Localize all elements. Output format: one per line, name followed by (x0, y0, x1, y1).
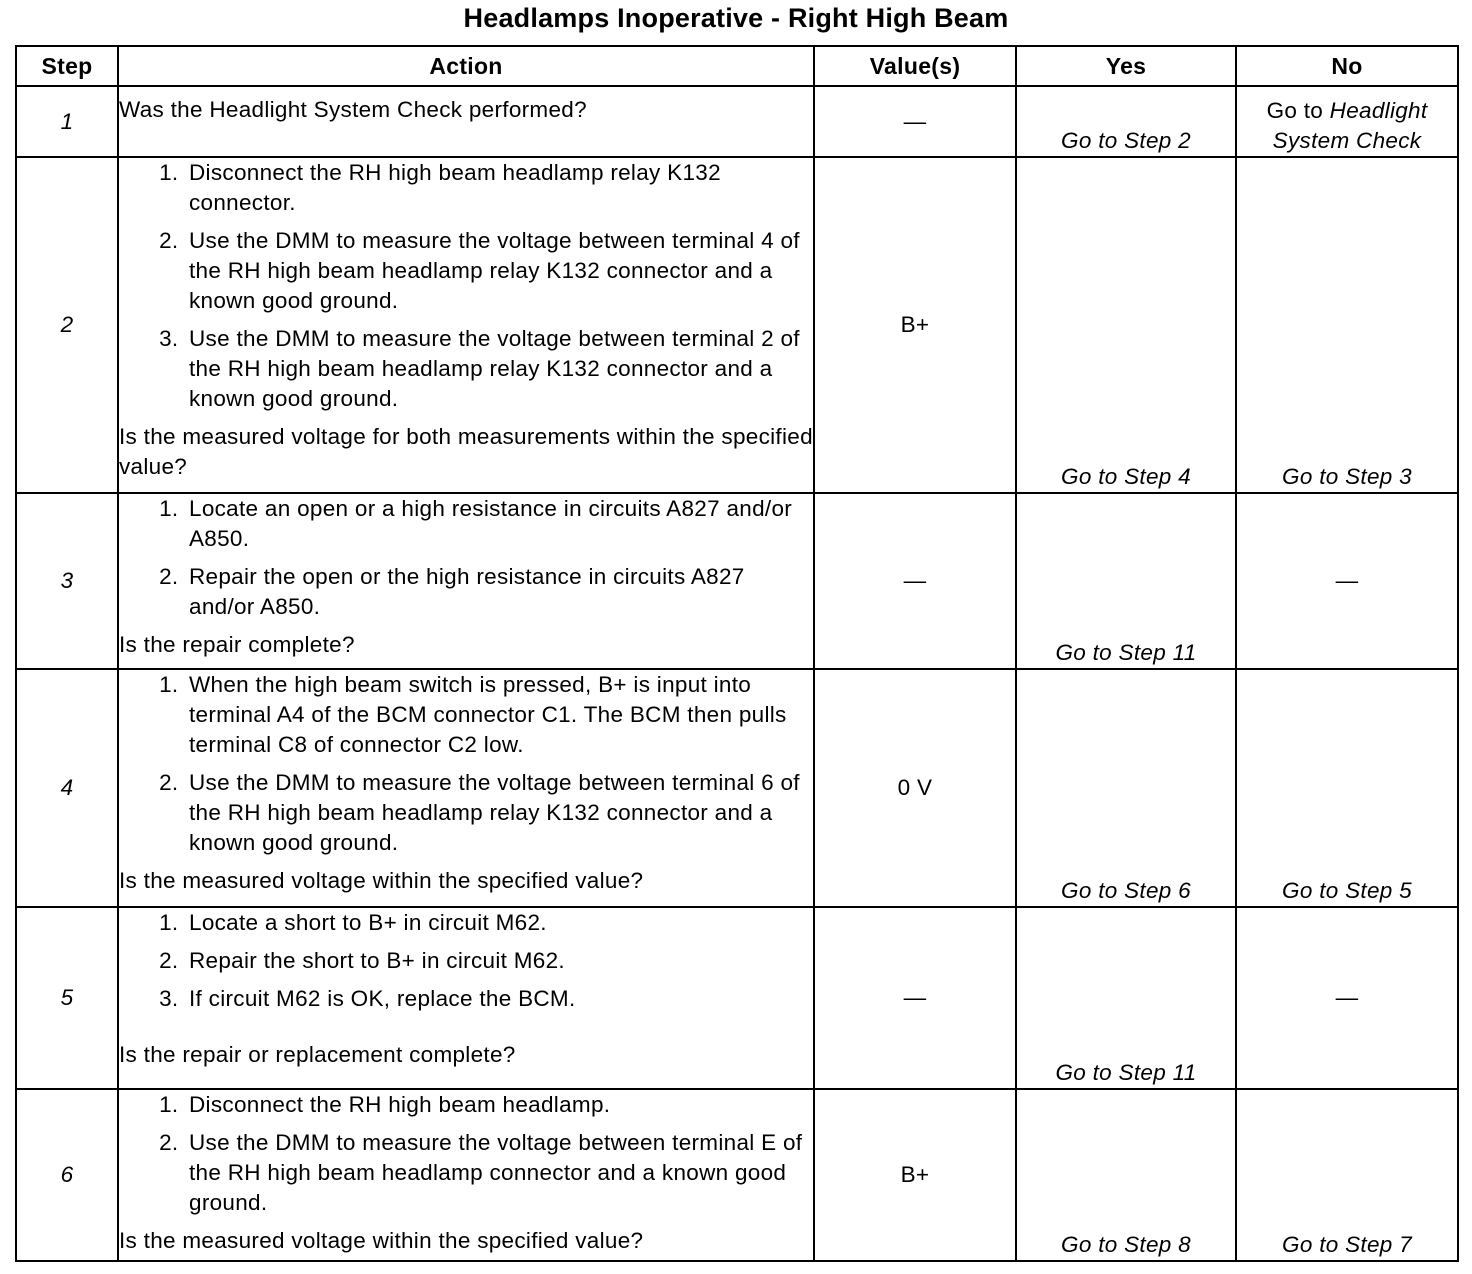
no-cell: — (1236, 907, 1458, 1089)
action-step: 1. Locate a short to B+ in circuit M62. (185, 908, 813, 938)
action-step: 3. If circuit M62 is OK, replace the BCM. (185, 984, 813, 1014)
step-number: 3 (16, 493, 118, 669)
action-question: Is the repair complete? (119, 632, 355, 657)
action-step: 1. Disconnect the RH high beam headlamp relay K132 connector. (185, 158, 813, 218)
action-step: 2. Repair the short to B+ in circuit M62. (185, 946, 813, 976)
yes-cell: Go to Step 4 (1016, 157, 1236, 493)
action-cell (118, 669, 814, 907)
table-row (16, 493, 1458, 669)
action-question: Is the measured voltage for both measurements within the specified value? (119, 424, 813, 479)
header-action: Action (118, 46, 814, 86)
action-step: 3. Use the DMM to measure the voltage between terminal 2 of the RH high beam headlamp relay K132 connector and a known good ground. (185, 324, 813, 414)
action-step: 1. Disconnect the RH high beam headlamp. (185, 1090, 813, 1120)
action-step: 2. Use the DMM to measure the voltage between terminal 4 of the RH high beam headlamp relay K132 connector and a known good ground. (185, 226, 813, 316)
header-step: Step (16, 46, 118, 86)
step-number: 1 (16, 86, 118, 157)
header-row (16, 46, 1458, 86)
action-steps (119, 158, 813, 414)
table-row (16, 669, 1458, 907)
action-cell (118, 1089, 814, 1261)
header-no: No (1236, 46, 1458, 86)
table-row (16, 86, 1458, 157)
no-cell: Go to Step 7 (1236, 1089, 1458, 1261)
value-cell: B+ (814, 1089, 1016, 1261)
step-number: 2 (16, 157, 118, 493)
action-step: 2. Use the DMM to measure the voltage between terminal 6 of the RH high beam headlamp relay K132 connector and a known good ground. (185, 768, 813, 858)
action-cell (118, 907, 814, 1089)
step-number: 5 (16, 907, 118, 1089)
step-number: 6 (16, 1089, 118, 1261)
yes-cell: Go to Step 11 (1016, 907, 1236, 1089)
yes-cell: Go to Step 8 (1016, 1089, 1236, 1261)
action-steps (119, 908, 813, 1014)
action-step: 1. When the high beam switch is pressed, B+ is input into terminal A4 of the BCM connector C1. The BCM then pulls terminal C8 of connector C2 low. (185, 670, 813, 760)
value-cell: — (814, 493, 1016, 669)
page-title: Headlamps Inoperative - Right High Beam (463, 3, 1009, 33)
value-cell: B+ (814, 157, 1016, 493)
table-row (16, 1089, 1458, 1261)
no-prefix: Go to (1266, 98, 1330, 123)
no-cell: — (1236, 493, 1458, 669)
yes-cell: Go to Step 2 (1016, 86, 1236, 157)
action-steps (119, 494, 813, 622)
action-cell (118, 86, 814, 157)
action-steps (119, 1090, 813, 1218)
value-cell: — (814, 86, 1016, 157)
action-steps (119, 670, 813, 858)
step-number: 4 (16, 669, 118, 907)
action-question: Is the repair or replacement complete? (119, 1042, 516, 1067)
action-question: Is the measured voltage within the specified value? (119, 868, 644, 893)
action-step: 2. Use the DMM to measure the voltage between terminal E of the RH high beam headlamp connector and a known good ground. (185, 1128, 813, 1218)
no-cell (1236, 86, 1458, 157)
action-step: 2. Repair the open or the high resistance in circuits A827 and/or A850. (185, 562, 813, 622)
header-values: Value(s) (814, 46, 1016, 86)
value-cell: — (814, 907, 1016, 1089)
yes-cell: Go to Step 6 (1016, 669, 1236, 907)
table-row (16, 907, 1458, 1089)
no-cell: Go to Step 3 (1236, 157, 1458, 493)
no-link-text: Headlight System Check (1272, 98, 1428, 153)
no-cell: Go to Step 5 (1236, 669, 1458, 907)
action-cell (118, 493, 814, 669)
value-cell: 0 V (814, 669, 1016, 907)
yes-cell: Go to Step 11 (1016, 493, 1236, 669)
diagnostic-table (15, 45, 1459, 1262)
header-yes: Yes (1016, 46, 1236, 86)
action-cell (118, 157, 814, 493)
action-question: Was the Headlight System Check performed? (119, 97, 587, 122)
action-question: Is the measured voltage within the specified value? (119, 1228, 644, 1253)
table-row (16, 157, 1458, 493)
action-step: 1. Locate an open or a high resistance in circuits A827 and/or A850. (185, 494, 813, 554)
